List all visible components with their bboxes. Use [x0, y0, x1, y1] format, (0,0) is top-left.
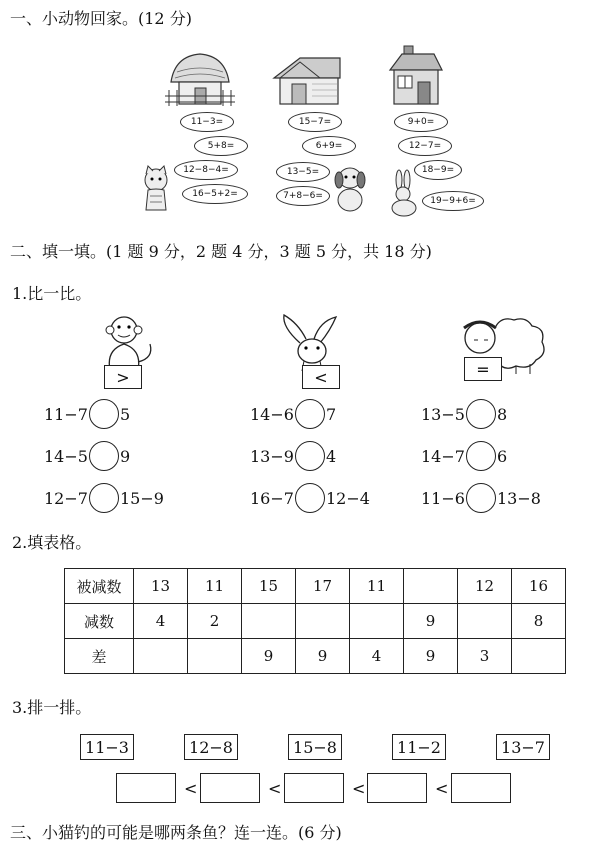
answer-box[interactable]: [451, 773, 511, 803]
compare-item: [421, 399, 507, 429]
table-cell[interactable]: 11: [188, 569, 242, 604]
answer-box[interactable]: [116, 773, 176, 803]
answer-circle[interactable]: [295, 483, 325, 513]
equation-oval[interactable]: 15−7=: [288, 112, 342, 132]
table-cell[interactable]: 4: [350, 639, 404, 674]
expression-card: 15−8: [288, 734, 342, 760]
less-than-sign: <: [352, 779, 366, 798]
table-cell[interactable]: 9: [404, 604, 458, 639]
compare-right: 12−4: [325, 488, 370, 508]
expression-card: 12−8: [184, 734, 238, 760]
table-cell[interactable]: 2: [188, 604, 242, 639]
compare-left: 13−5: [421, 404, 465, 424]
table-cell[interactable]: 11: [350, 569, 404, 604]
table-cell[interactable]: 17: [296, 569, 350, 604]
header-minuend: 被减数: [65, 569, 134, 604]
answer-box[interactable]: [284, 773, 344, 803]
rabbit-icon: [386, 170, 422, 218]
greater-than-sign-card: >: [104, 365, 142, 389]
expression-card: 11−2: [392, 734, 446, 760]
answer-circle[interactable]: [466, 483, 496, 513]
less-than-sign-card: <: [302, 365, 340, 389]
house-brick-icon: [272, 54, 342, 106]
table-cell[interactable]: 16: [512, 569, 566, 604]
equation-oval[interactable]: 7+8−6=: [276, 186, 330, 206]
table-cell[interactable]: [458, 604, 512, 639]
less-than-sign: <: [435, 779, 449, 798]
compare-right: 8: [496, 404, 508, 424]
table-cell[interactable]: 9: [296, 639, 350, 674]
table-cell[interactable]: [188, 639, 242, 674]
compare-item: [44, 441, 130, 471]
compare-right: 9: [119, 446, 131, 466]
compare-left: 16−7: [250, 488, 294, 508]
compare-right: 5: [119, 404, 131, 424]
compare-item: [421, 483, 541, 513]
dog-icon: [330, 164, 368, 214]
expression-card: 13−7: [496, 734, 550, 760]
table-cell[interactable]: 3: [458, 639, 512, 674]
compare-right: 13−8: [496, 488, 541, 508]
answer-circle[interactable]: [89, 399, 119, 429]
compare-item: [44, 399, 130, 429]
cat-icon: [140, 166, 172, 214]
equation-oval[interactable]: 12−8−4=: [174, 160, 238, 180]
table-cell[interactable]: [134, 639, 188, 674]
house-thatched-icon: [165, 50, 235, 108]
less-than-sign: <: [184, 779, 198, 798]
table-cell[interactable]: [242, 604, 296, 639]
answer-box[interactable]: [367, 773, 427, 803]
table-cell[interactable]: [512, 639, 566, 674]
table-cell[interactable]: 9: [404, 639, 458, 674]
equation-oval[interactable]: 6+9=: [302, 136, 356, 156]
fill-in-table: [64, 568, 566, 674]
compare-item: [250, 483, 370, 513]
answer-circle[interactable]: [89, 441, 119, 471]
answer-box[interactable]: [200, 773, 260, 803]
compare-left: 12−7: [44, 488, 88, 508]
header-subtrahend: 减数: [65, 604, 134, 639]
compare-left: 11−7: [44, 404, 88, 424]
answer-circle[interactable]: [466, 441, 496, 471]
equation-oval[interactable]: 19−9+6=: [422, 191, 484, 211]
compare-left: 14−6: [250, 404, 294, 424]
compare-item: [250, 441, 336, 471]
answer-circle[interactable]: [466, 399, 496, 429]
compare-left: 13−9: [250, 446, 294, 466]
table-cell[interactable]: [296, 604, 350, 639]
less-than-sign: <: [268, 779, 282, 798]
compare-left: 14−7: [421, 446, 465, 466]
q3-title: 3.排一排。: [12, 698, 92, 717]
compare-item: [421, 441, 507, 471]
q2-title: 2.填表格。: [12, 533, 92, 552]
equation-oval[interactable]: 12−7=: [398, 136, 452, 156]
equation-oval[interactable]: 5+8=: [194, 136, 248, 156]
expression-card: 11−3: [80, 734, 134, 760]
table-cell[interactable]: 12: [458, 569, 512, 604]
compare-left: 11−6: [421, 488, 465, 508]
compare-right: 6: [496, 446, 508, 466]
equation-oval[interactable]: 11−3=: [180, 112, 234, 132]
section2-title: 二、填一填。(1 题 9 分，2 题 4 分，3 题 5 分，共 18 分): [10, 242, 432, 261]
section3-title: 三、小猫钓的可能是哪两条鱼？连一连。(6 分): [10, 823, 342, 842]
house-chimney-icon: [388, 44, 444, 106]
compare-left: 14−5: [44, 446, 88, 466]
equation-oval[interactable]: 13−5=: [276, 162, 330, 182]
compare-right: 4: [325, 446, 337, 466]
compare-item: [250, 399, 336, 429]
table-cell[interactable]: [404, 569, 458, 604]
table-cell[interactable]: 9: [242, 639, 296, 674]
answer-circle[interactable]: [295, 399, 325, 429]
table-cell[interactable]: 8: [512, 604, 566, 639]
table-cell[interactable]: 4: [134, 604, 188, 639]
compare-item: [44, 483, 164, 513]
compare-right: 7: [325, 404, 337, 424]
table-cell[interactable]: 13: [134, 569, 188, 604]
section1-title: 一、小动物回家。(12 分): [10, 9, 192, 28]
answer-circle[interactable]: [89, 483, 119, 513]
equals-sign-card: =: [464, 357, 502, 381]
equation-oval[interactable]: 18−9=: [414, 160, 462, 180]
equation-oval[interactable]: 9+0=: [394, 112, 448, 132]
table-cell[interactable]: 15: [242, 569, 296, 604]
compare-right: 15−9: [119, 488, 164, 508]
q1-title: 1.比一比。: [12, 284, 92, 303]
header-difference: 差: [65, 639, 134, 674]
table-cell[interactable]: [350, 604, 404, 639]
equation-oval[interactable]: 16−5+2=: [182, 184, 248, 204]
answer-circle[interactable]: [295, 441, 325, 471]
